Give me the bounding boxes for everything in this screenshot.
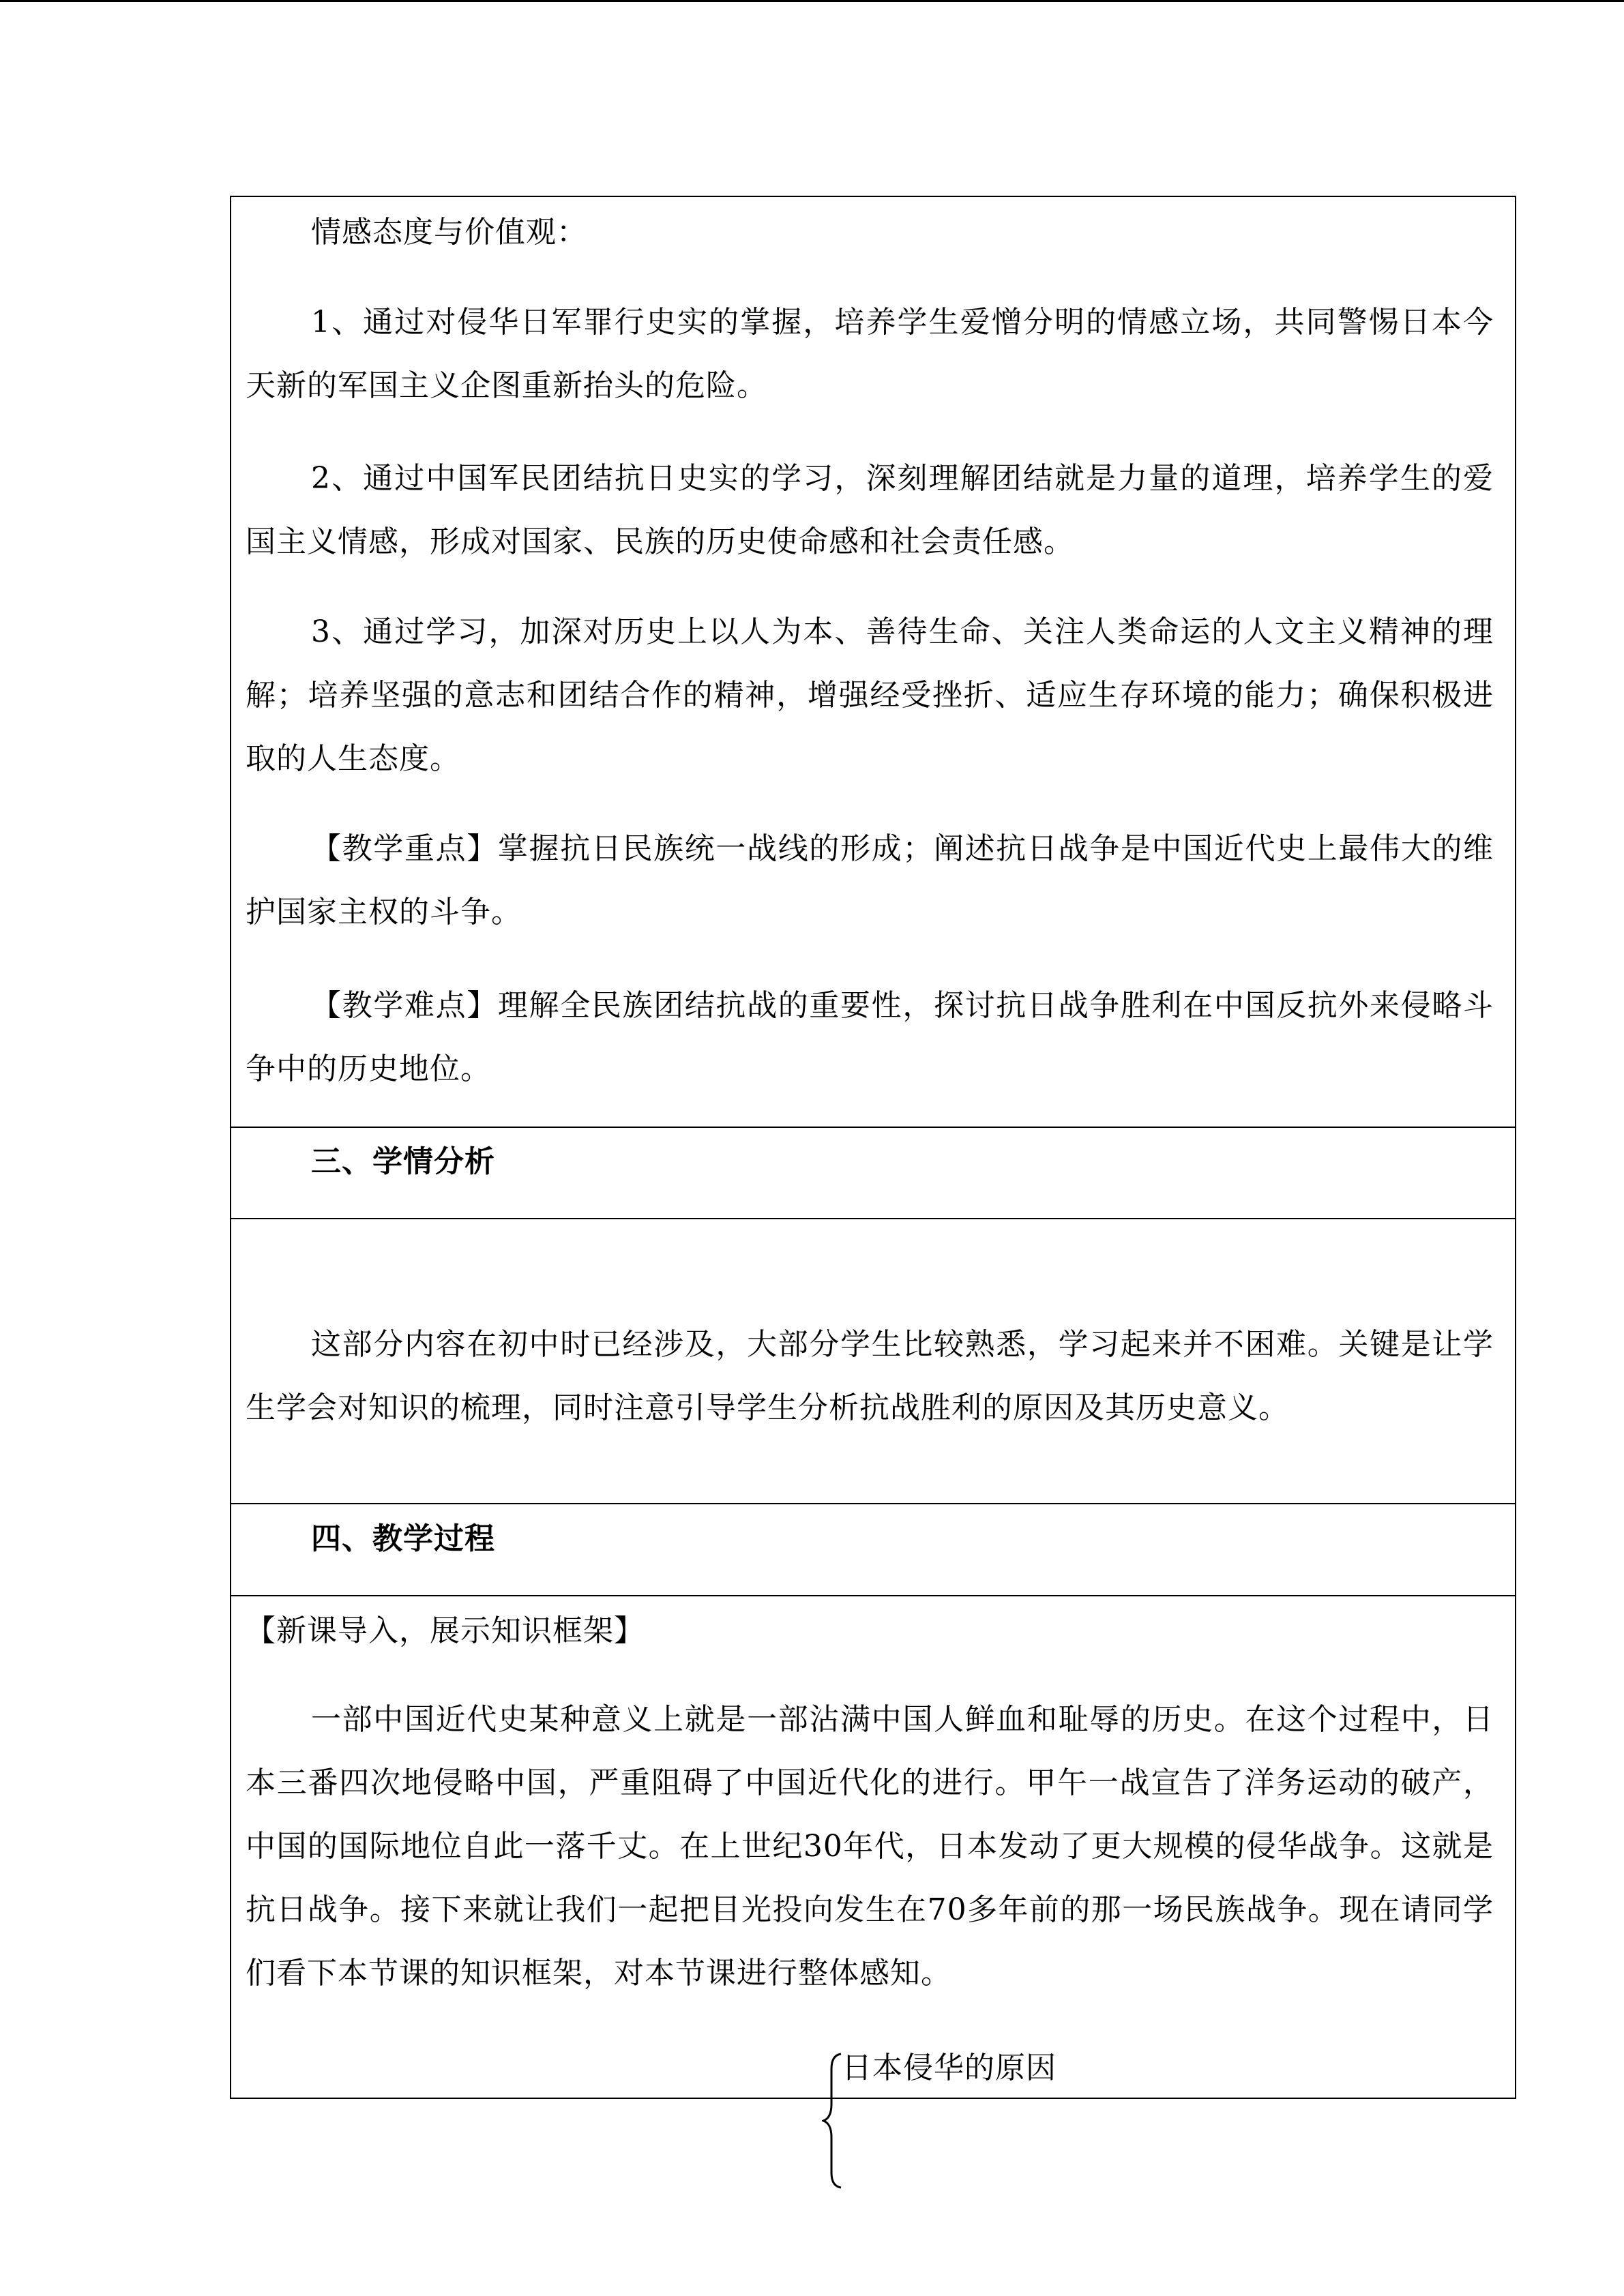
framework-item-1: 日本侵华的原因 bbox=[842, 2051, 1057, 2085]
row-divider-4 bbox=[230, 1595, 1516, 1596]
values-heading: 情感态度与价值观： bbox=[311, 215, 587, 250]
values-item-3: 3、通过学习，加深对历史上以人为本、善待生命、关注人类命运的人文主义精神的理解；培养坚强的意志和团结合作的精神，增强经受挫折、适应生存环境的能力；确保积极进取的人生态度。 bbox=[246, 614, 1494, 776]
top-border-line bbox=[0, 0, 1624, 2]
values-item-2: 2、通过中国军民团结抗日史实的学习，深刻理解团结就是力量的道理，培养学生的爱国主义情感，形成对国家、民族的历史使命感和社会责任感。 bbox=[246, 461, 1494, 559]
row-divider-3 bbox=[230, 1503, 1516, 1504]
row-divider-1 bbox=[230, 1127, 1516, 1128]
intro-text: 一部中国近代史某种意义上就是一部沾满中国人鲜血和耻辱的历史。在这个过程中，日本三番四次地侵略中国，严重阻碍了中国近代化的进行。甲午一战宣告了洋务运动的破产，中国的国际地位自此一落千丈。在上世纪30年代，日本发动了更大规模的侵华战争。这就是抗日战争。接下来就让我们一起把目光投向发生在70多年前的那一场民族战争。现在请同学们看下本节课的知识框架，对本节课进行整体感知。 bbox=[246, 1702, 1494, 1991]
process-heading: 四、教学过程 bbox=[311, 1521, 495, 1556]
intro-heading: 【新课导入，展示知识框架】 bbox=[246, 1613, 645, 1648]
row-divider-2 bbox=[230, 1218, 1516, 1219]
analysis-heading: 三、学情分析 bbox=[311, 1144, 495, 1179]
teaching-difficulty: 【教学难点】理解全民族团结抗战的重要性，探讨抗日战争胜利在中国反抗外来侵略斗争中的历史地位。 bbox=[246, 988, 1494, 1086]
teaching-key-point: 【教学重点】掌握抗日民族统一战线的形成；阐述抗日战争是中国近代史上最伟大的维护国家主权的斗争。 bbox=[246, 831, 1494, 929]
values-item-1: 1、通过对侵华日军罪行史实的掌握，培养学生爱憎分明的情感立场，共同警惕日本今天新的军国主义企图重新抬头的危险。 bbox=[246, 305, 1494, 403]
analysis-text: 这部分内容在初中时已经涉及，大部分学生比较熟悉，学习起来并不困难。关键是让学生学会对知识的梳理，同时注意引导学生分析抗战胜利的原因及其历史意义。 bbox=[246, 1327, 1494, 1425]
